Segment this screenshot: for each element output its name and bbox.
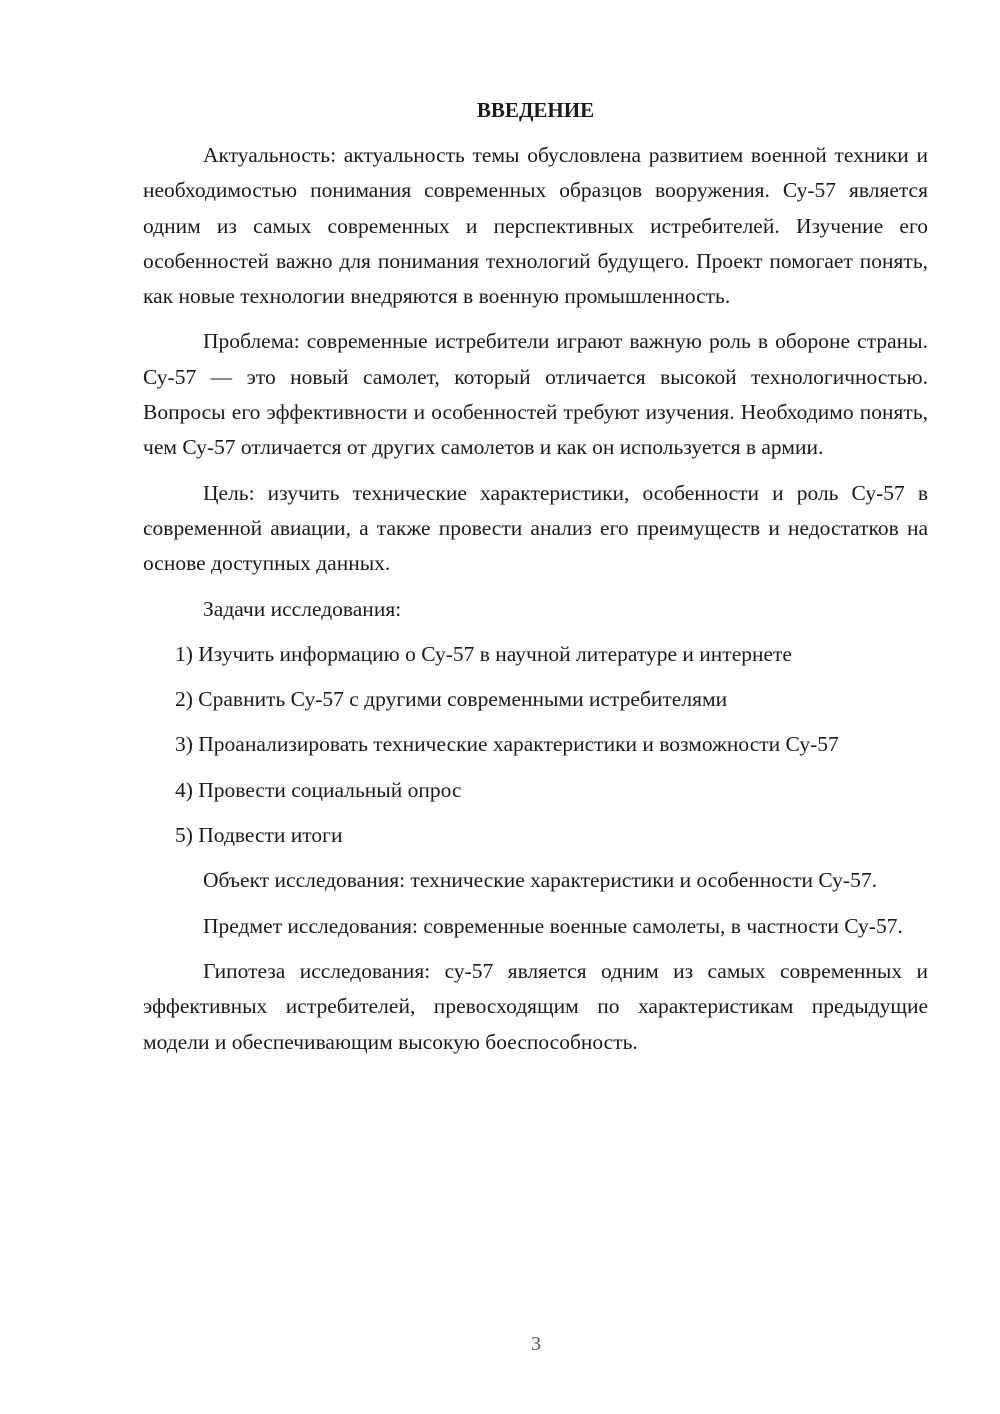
tasks-list <box>143 637 928 853</box>
task-item: 3) Проанализировать технические характеристики и возможности Су-57 <box>175 732 839 757</box>
page-number: 3 <box>531 1333 541 1355</box>
subject-paragraph: Предмет исследования: современные военные самолеты, в частности Су-57. <box>203 913 903 938</box>
problem-paragraph: Проблема: современные истребители играют важную роль в обороне страны. Су-57 — это новый самолет, который отличается высокой технологичностью. Вопросы его эффективности и особенностей требуют изучения. Необходимо понять, чем Су-57 отличается от других самолетов и как он используется в армии. <box>143 329 928 460</box>
relevance-paragraph: Актуальность: актуальность темы обусловлена развитием военной техники и необходимостью понимания современных образцов вооружения. Су-57 является одним из самых современных и перспективных истребителей. Изучение его особенностей важно для понимания технологий будущего. Проект помогает понять, как новые технологии внедряются в военную промышленность. <box>143 143 928 309</box>
task-item: 1) Изучить информацию о Су-57 в научной литературе и интернете <box>175 641 792 666</box>
task-item: 2) Сравнить Су-57 с другими современными истребителями <box>175 687 728 712</box>
object-paragraph: Объект исследования: технические характеристики и особенности Су-57. <box>203 868 877 893</box>
tasks-heading: Задачи исследования: <box>203 596 402 621</box>
goal-paragraph: Цель: изучить технические характеристики, особенности и роль Су-57 в современной авиации, а также провести анализ его преимуществ и недостатков на основе доступных данных. <box>143 480 928 576</box>
section-title: ВВЕДЕНИЕ <box>476 98 595 122</box>
task-item: 5) Подвести итоги <box>175 823 343 848</box>
hypothesis-paragraph: Гипотеза исследования: су-57 является одним из самых современных и эффективных истребителей, превосходящим по характеристикам предыдущие модели и обеспечивающим высокую боеспособность. <box>143 958 928 1054</box>
document-page <box>143 88 928 1070</box>
task-item: 4) Провести социальный опрос <box>175 777 462 802</box>
